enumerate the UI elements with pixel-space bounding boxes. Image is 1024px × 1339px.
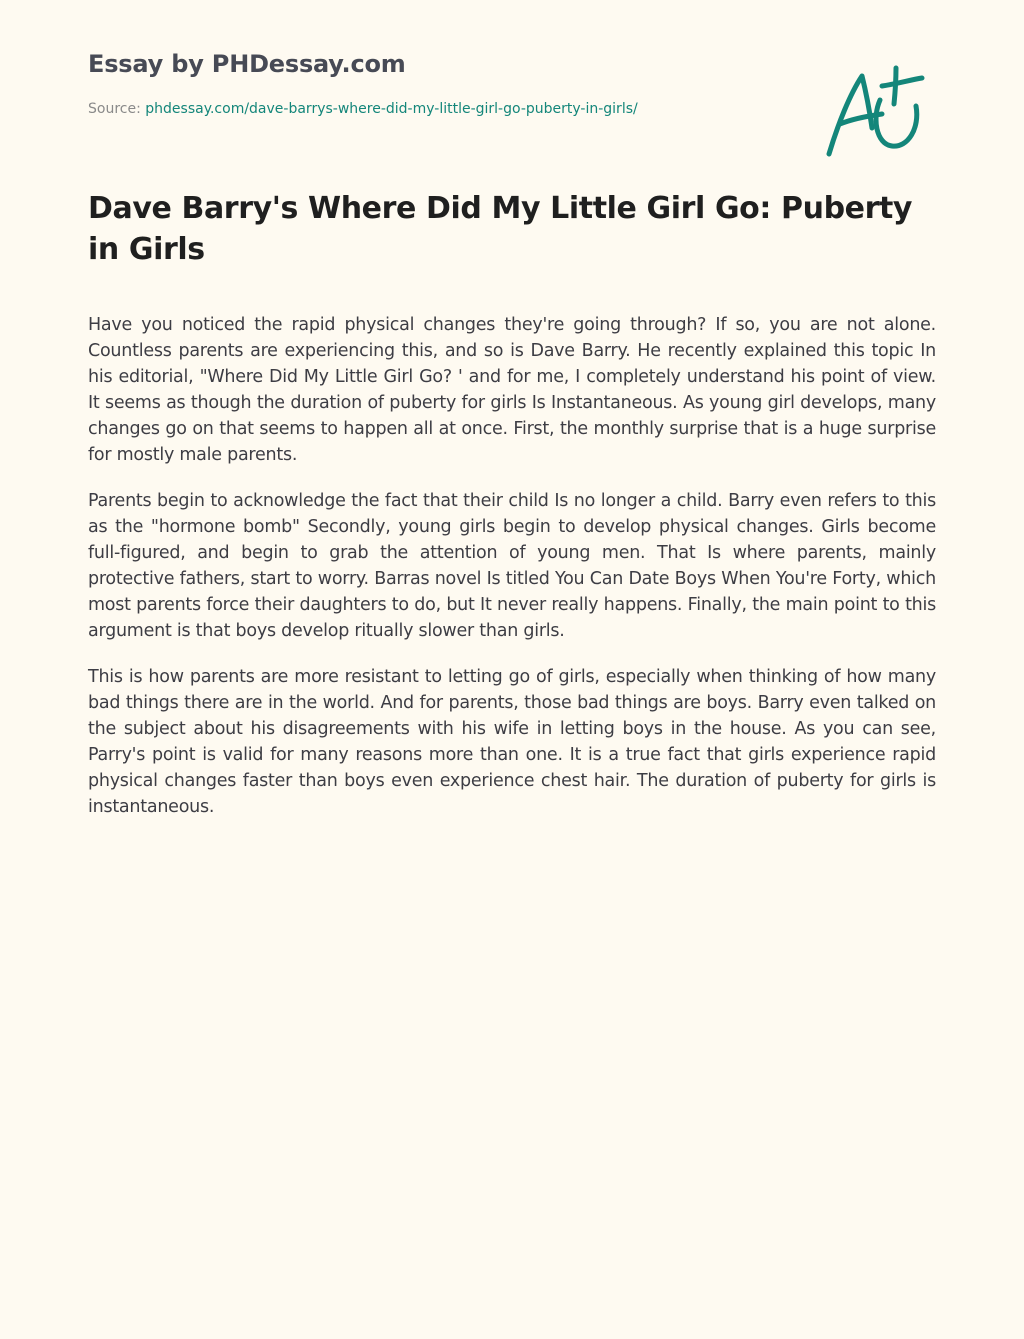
a-plus-grade-icon — [820, 62, 930, 162]
essay-paragraph: This is how parents are more resistant to letting go of girls, especially when thinking of how many bad things there are in the world. And for parents, those bad things are boys. Barry even talked on the subject about his disagreements with his wife in letting boys in the house. As you can see, Parry's point is valid for many reasons more than one. It is a true fact that girls experience rapid physical changes faster than boys even experience chest hair. The duration of puberty for girls is instantaneous. — [88, 667, 936, 817]
essay-body — [88, 312, 936, 840]
essay-paragraph: Have you noticed the rapid physical changes they're going through? If so, you are not alone. Countless parents are experiencing this, and so is Dave Barry. He recently explained this topic In his editorial, "Where Did My Little Girl Go? ' and for me, I completely understand his point of view. It seems as though the duration of puberty for girls Is Instantaneous. As young girl develops, many changes go on that seems to happen all at once. First, the monthly surprise that is a huge surprise for mostly male parents. — [88, 315, 936, 465]
essay-title: Dave Barry's Where Did My Little Girl Go: Puberty in Girls — [88, 191, 913, 267]
essay-paragraph: Parents begin to acknowledge the fact that their child Is no longer a child. Barry even refers to this as the "hormone bomb" Secondly, young girls begin to develop physical changes. Girls become full-figured, and begin to grab the attention of young men. That Is where parents, mainly protective fathers, start to worry. Barras novel Is titled You Can Date Boys When You're Forty, which most parents force their daughters to do, but It never really happens. Finally, the main point to this argument is that boys develop ritually slower than girls. — [88, 491, 936, 641]
source-label: Source: — [88, 101, 146, 117]
source-link[interactable]: phdessay.com/dave-barrys-where-did-my-little-girl-go-puberty-in-girls/ — [145, 101, 638, 117]
source-line — [88, 101, 638, 117]
site-brand: Essay by PHDessay.com — [88, 50, 406, 78]
